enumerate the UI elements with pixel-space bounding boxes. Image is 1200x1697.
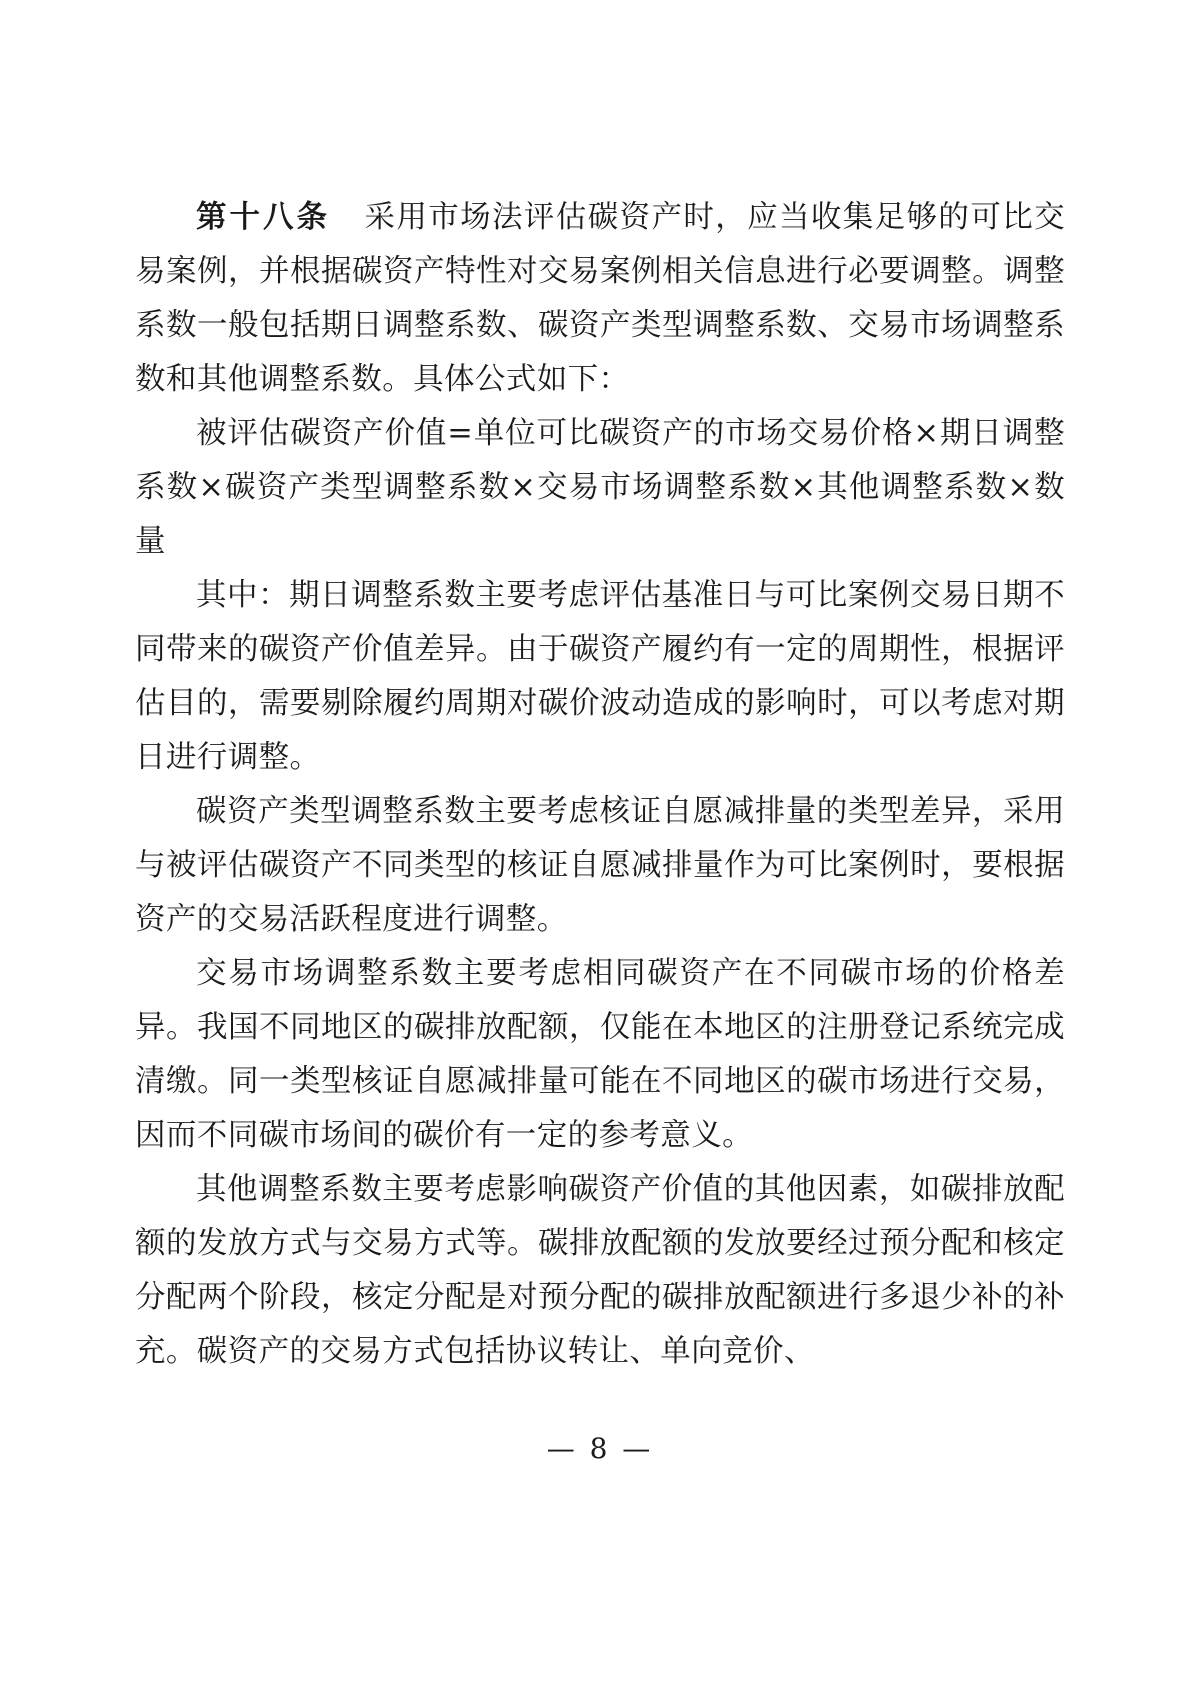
paragraph-formula: [135, 407, 1065, 569]
paragraph-text: 交易市场调整系数主要考虑相同碳资产在不同碳市场的价格差异。我国不同地区的碳排放配额，仅能在本地区的注册登记系统完成清缴。同一类型核证自愿减排量可能在不同地区的碳市场进行交易，因而不同碳市场间的碳价有一定的参考意义。: [135, 956, 1065, 1153]
page-number: — 8 —: [546, 1432, 654, 1465]
paragraph-text: 碳资产类型调整系数主要考虑核证自愿减排量的类型差异，采用与被评估碳资产不同类型的核证自愿减排量作为可比案例时，要根据资产的交易活跃程度进行调整。: [135, 794, 1065, 937]
paragraph-other-factor: [135, 1163, 1065, 1379]
paragraph-date-factor: [135, 569, 1065, 785]
paragraph-text: 被评估碳资产价值=单位可比碳资产的市场交易价格×期日调整系数×碳资产类型调整系数×交易市场调整系数×其他调整系数×数量: [135, 416, 1065, 559]
paragraph-text: 其中：期日调整系数主要考虑评估基准日与可比案例交易日期不同带来的碳资产价值差异。由于碳资产履约有一定的周期性，根据评估目的，需要剔除履约周期对碳价波动造成的影响时，可以考虑对期日进行调整。: [135, 578, 1065, 775]
article-heading: 第十八条: [196, 199, 330, 235]
paragraph-type-factor: [135, 785, 1065, 947]
paragraph-market-factor: [135, 947, 1065, 1163]
document-body: [135, 190, 1065, 1379]
paragraph-text: 其他调整系数主要考虑影响碳资产价值的其他因素，如碳排放配额的发放方式与交易方式等。碳排放配额的发放要经过预分配和核定分配两个阶段，核定分配是对预分配的碳排放配额进行多退少补的补充。碳资产的交易方式包括协议转让、单向竞价、: [135, 1172, 1065, 1369]
paragraph-article-18: [135, 190, 1065, 407]
paragraph-text: 采用市场法评估碳资产时，应当收集足够的可比交易案例，并根据碳资产特性对交易案例相关信息进行必要调整。调整系数一般包括期日调整系数、碳资产类型调整系数、交易市场调整系数和其他调整系数。具体公式如下：: [135, 200, 1065, 397]
